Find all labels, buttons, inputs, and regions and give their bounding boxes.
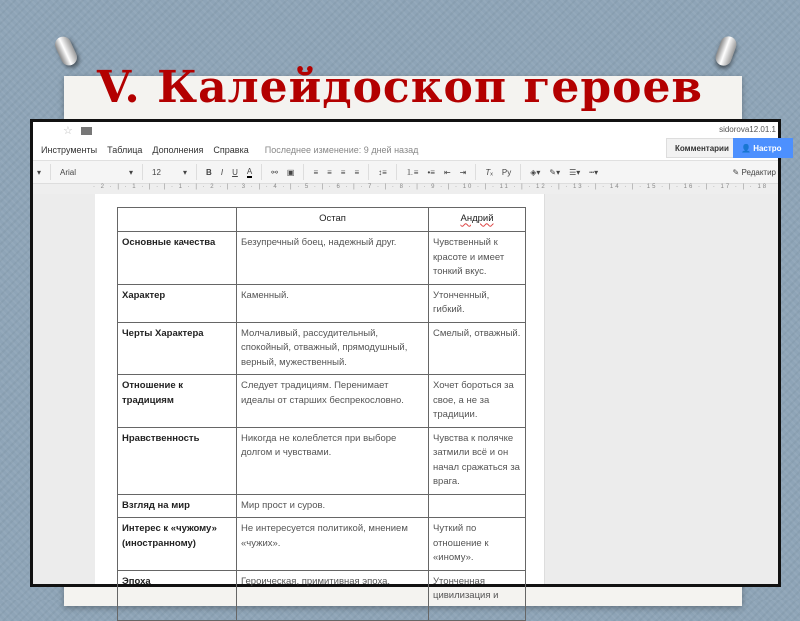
- align-right-icon[interactable]: ≡: [340, 167, 346, 177]
- border-dash-icon[interactable]: ┅▾: [589, 167, 599, 177]
- row-label-cell[interactable]: Основные качества: [118, 232, 237, 285]
- menu-table[interactable]: Таблица: [107, 145, 143, 155]
- comments-button[interactable]: Комментарии: [666, 138, 738, 158]
- menu-help[interactable]: Справка: [213, 145, 249, 155]
- ostap-cell[interactable]: Мир прост и суров.: [237, 494, 429, 518]
- andriy-cell[interactable]: Чувства к полячке затмили всё и он начал сражаться за врага.: [429, 427, 526, 494]
- border-color-icon[interactable]: ✎▾: [549, 167, 561, 177]
- andriy-cell[interactable]: Утонченная цивилизация и: [429, 570, 526, 620]
- dropdown-icon[interactable]: ▾: [37, 167, 42, 177]
- text-color-button[interactable]: A: [246, 166, 253, 176]
- star-icon[interactable]: ☆: [63, 125, 73, 137]
- header-cell: Остап: [237, 208, 429, 232]
- border-width-icon[interactable]: ☰▾: [569, 167, 581, 177]
- align-left-icon[interactable]: ≡: [313, 167, 319, 177]
- numbered-list-icon[interactable]: ⒈≡: [405, 167, 419, 177]
- editing-mode[interactable]: [733, 168, 778, 177]
- ostap-cell[interactable]: Молчаливый, рассудительный, спокойный, отважный, прямодушный, верный, мужественный.: [237, 322, 429, 375]
- document-area: [33, 194, 778, 601]
- row-label-cell[interactable]: Эпоха: [118, 570, 237, 620]
- ostap-cell[interactable]: Не интересуется политикой, мнением «чужих».: [237, 518, 429, 571]
- row-label-cell[interactable]: Интерес к «чужому» (иностранному): [118, 518, 237, 571]
- andriy-cell[interactable]: Чувственный к красоте и имеет тонкий вкус.: [429, 232, 526, 285]
- input-tools-button[interactable]: Ру: [501, 167, 512, 177]
- italic-button[interactable]: I: [220, 167, 224, 177]
- bold-button[interactable]: B: [206, 167, 212, 177]
- andriy-cell[interactable]: Утонченный, гибкий.: [429, 284, 526, 322]
- menu-addons[interactable]: Дополнения: [152, 145, 204, 155]
- indent-icon[interactable]: ⇤: [443, 167, 451, 177]
- table-row: [118, 570, 526, 620]
- table-row: [118, 322, 526, 375]
- table-row: [118, 427, 526, 494]
- ostap-cell[interactable]: Безупречный боец, надежный друг.: [237, 232, 429, 285]
- justify-icon[interactable]: ≡: [354, 167, 360, 177]
- folder-icon[interactable]: [81, 127, 92, 135]
- row-label-cell[interactable]: Взгляд на мир: [118, 494, 237, 518]
- andriy-cell[interactable]: [429, 494, 526, 518]
- ostap-cell[interactable]: Следует традициям. Перенимает идеалы от старших беспрекословно.: [237, 375, 429, 428]
- table-row: [118, 284, 526, 322]
- person-icon: 👤: [741, 143, 754, 153]
- share-label: Настро: [753, 143, 782, 153]
- menu-bar: [41, 145, 418, 155]
- ostap-cell[interactable]: Никогда не колеблется при выборе долгом и чувствами.: [237, 427, 429, 494]
- comparison-table: [117, 207, 526, 621]
- outdent-icon[interactable]: ⇥: [459, 167, 467, 177]
- docs-screenshot: [30, 119, 782, 601]
- header-cell: Андрий: [429, 208, 526, 232]
- row-label-cell[interactable]: Отношение к традициям: [118, 375, 237, 428]
- header-cell: [118, 208, 237, 232]
- underline-button[interactable]: U: [232, 167, 238, 177]
- table-row: [118, 375, 526, 428]
- align-center-icon[interactable]: ≡: [327, 167, 332, 177]
- clear-format-icon[interactable]: Tₓ: [485, 167, 493, 177]
- last-edit-link[interactable]: Последнее изменение: 9 дней назад: [264, 145, 419, 155]
- ostap-cell[interactable]: Каменный.: [237, 284, 429, 322]
- toolbar: ▾ Arial ▾ 12 ▾ B I U A ⚯ ▣ ≡ ≡ ≡ ≡ ↕≡ ⒈≡ •≡ ⇤ ⇥ Tₓ Ру ◈▾ ✎▾ ☰▾ ┅▾ ✎ Редактир: [33, 160, 778, 184]
- menu-tools[interactable]: Инструменты: [41, 145, 98, 155]
- table-row: [118, 518, 526, 571]
- fill-color-icon[interactable]: ◈▾: [530, 167, 541, 177]
- font-select[interactable]: Arial: [60, 167, 77, 177]
- andriy-cell[interactable]: Смелый, отважный.: [429, 322, 526, 375]
- ostap-cell[interactable]: Героическая, примитивная эпоха.: [237, 570, 429, 620]
- link-icon[interactable]: ⚯: [271, 167, 278, 177]
- comment-icon[interactable]: ▣: [286, 167, 295, 177]
- table-row: [118, 494, 526, 518]
- table-header-row: [118, 208, 526, 232]
- line-spacing-icon[interactable]: ↕≡: [378, 167, 387, 177]
- slide-title: V. Калейдоскоп героев: [96, 62, 704, 113]
- bulleted-list-icon[interactable]: •≡: [427, 167, 435, 177]
- share-button[interactable]: [733, 138, 793, 158]
- table-row: [118, 232, 526, 285]
- ruler[interactable]: · 2 · | · 1 · | · | · 1 · | · 2 · | · 3 · | · 4 · | · 5 · | · 6 · | · 7 · | · 8 · | · 9 · | · 10 · | · 11 · | · 12 · | · 13 · | · 14 · | · 15 · | · 16 · | · 17 · | · 18: [33, 184, 778, 194]
- andriy-cell[interactable]: Чуткий по отношение к «иному».: [429, 518, 526, 571]
- row-label-cell[interactable]: Черты Характера: [118, 322, 237, 375]
- editing-label: Редактир: [741, 167, 776, 177]
- font-size-select[interactable]: 12: [152, 167, 161, 177]
- user-account[interactable]: sidorova12.01.1: [719, 125, 776, 134]
- row-label-cell[interactable]: Нравственность: [118, 427, 237, 494]
- row-label-cell[interactable]: Характер: [118, 284, 237, 322]
- andriy-cell[interactable]: Хочет бороться за свое, а не за традиции.: [429, 375, 526, 428]
- pencil-icon: ✎: [732, 167, 742, 177]
